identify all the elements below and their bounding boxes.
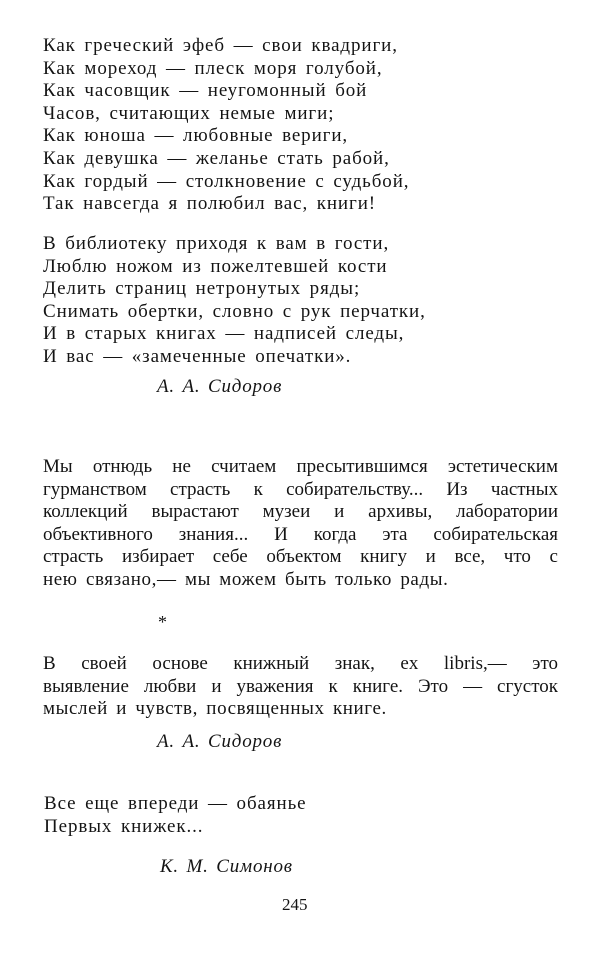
- page-number: 245: [282, 895, 308, 914]
- poem-stanza-2: [43, 233, 426, 369]
- poem-stanza-1: [43, 35, 409, 216]
- verse-line: Как юноша — любовные вериги,: [43, 125, 349, 147]
- verse-line: Как часовщик — неугомонный бой: [43, 80, 368, 102]
- prose-line: Мы отнюдь не считаем пресытившимся эстетическим: [43, 456, 558, 477]
- prose-line: гурманством страсть к собирательству... Из частных: [43, 478, 558, 500]
- verse-line: Часов, считающих немые миги;: [43, 102, 335, 124]
- prose-paragraph-2: [43, 653, 558, 721]
- verse-line: В библиотеку приходя к вам в гости,: [43, 233, 390, 254]
- prose-line: объективного знания... И когда эта собирательская: [43, 523, 558, 545]
- author-signature: К. М. Симонов: [160, 856, 293, 877]
- verse-line: Как мореход — плеск моря голубой,: [43, 57, 383, 79]
- prose-line: В своей основе книжный знак, ex libris,— это: [43, 653, 558, 674]
- prose-line: выявление любви и уважения к книге. Это — сгусток: [43, 675, 558, 697]
- verse-line: Так навсегда я полюбил вас, книги!: [43, 193, 376, 215]
- author-signature: А. А. Сидоров: [157, 376, 283, 397]
- verse-line: Снимать обертки, словно с рук перчатки,: [43, 300, 426, 322]
- verse-line: Как греческий эфеб — свои квадриги,: [43, 35, 398, 56]
- section-separator: *: [158, 612, 167, 632]
- verse-line: И вас — «замеченные опечатки».: [43, 345, 352, 367]
- prose-paragraph-1: [43, 456, 558, 592]
- verse-line: Все еще впереди — обаянье: [44, 793, 307, 814]
- prose-line: коллекций вырастают музеи и архивы, лаборатории: [43, 501, 558, 523]
- prose-line: мыслей и чувств, посвященных книге.: [43, 698, 387, 720]
- prose-line: страсть избирает себе объектом книгу и все, что с: [43, 546, 558, 568]
- poem-2: [44, 793, 306, 838]
- verse-line: Делить страниц нетронутых ряды;: [43, 278, 361, 300]
- prose-line: нею связано,— мы можем быть только рады.: [43, 568, 449, 590]
- verse-line: Как девушка — желанье стать рабой,: [43, 147, 390, 169]
- verse-line: Люблю ножом из пожелтевшей кости: [43, 255, 388, 277]
- verse-line: И в старых книгах — надписей следы,: [43, 323, 405, 345]
- verse-line: Первых книжек...: [44, 815, 204, 837]
- verse-line: Как гордый — столкновение с судьбой,: [43, 170, 410, 192]
- author-signature: А. А. Сидоров: [157, 731, 283, 752]
